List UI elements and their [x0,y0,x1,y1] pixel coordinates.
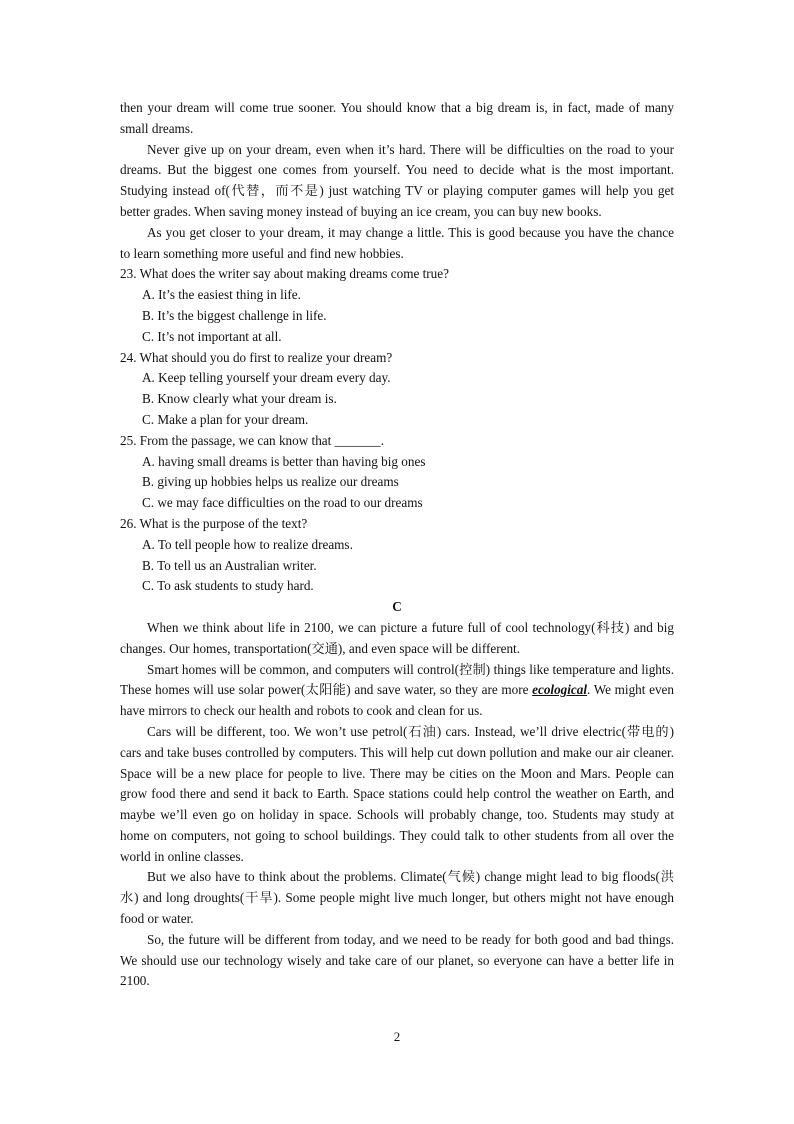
section-c-paragraph-2 [120,660,674,722]
option-c: C. Make a plan for your dream. [142,411,309,427]
option-b: B. Know clearly what your dream is. [142,391,337,407]
page-content [120,98,674,992]
passage-b-paragraph-2: As you get closer to your dream, it may change a little. This is good because you have the chance to learn something more useful and find new hobbies. [120,224,674,261]
question-23 [120,264,674,347]
option-a: A. It’s the easiest thing in life. [142,287,301,303]
emphasized-word: ecological [532,682,588,698]
option-c: C. To ask students to study hard. [142,578,314,594]
option-a: A. To tell people how to realize dreams. [142,536,353,552]
question-stem: 25. From the passage, we can know that _______. [120,432,385,448]
section-c-heading: C [392,599,402,615]
option-c: C. It’s not important at all. [142,328,282,344]
question-24 [120,348,674,431]
option-c: C. we may face difficulties on the road to our dreams [142,495,423,511]
option-a: A. Keep telling yourself your dream every day. [142,370,391,386]
option-b: B. To tell us an Australian writer. [142,557,317,573]
paragraph-text-before: Smart homes will be common, and computers will control(控制) things like temperature and lights. These homes will use solar power(太阳能) and save water, so they are more [120,661,674,698]
option-b: B. It’s the biggest challenge in life. [142,307,327,323]
question-26 [120,514,674,597]
question-stem: 26. What is the purpose of the text? [120,515,308,531]
section-c-paragraph-5: So, the future will be different from today, and we need to be ready for both good and bad things. We should use our technology wisely and take care of our planet, so everyone can have a better life in 2100. [120,931,674,989]
option-a: A. having small dreams is better than having big ones [142,453,426,469]
passage-b-paragraph-0: then your dream will come true sooner. You should know that a big dream is, in fact, made of many small dreams. [120,100,674,136]
section-c-paragraph-3: Cars will be different, too. We won’t use petrol(石油) cars. Instead, we’ll drive electric(带电的) cars and take buses controlled by computers. This will help cut down pollution and make our air cleaner. Space will be a new place for people to live. There may be cities on the Moon and Mars. People can grow food there and send it back to Earth. Space stations could help control the weather on Earth, and maybe we’ll even go on holiday in space. Schools will probably change, too. Students may study at home on computers, not going to school buildings. They could talk to other students from all over the world in online classes. [120,723,674,864]
passage-b-paragraph-1: Never give up on your dream, even when it’s hard. There will be difficulties on the road to your dreams. But the biggest one comes from yourself. You need to decide what is the most important. Studying instead of(代替，而不是) just watching TV or playing computer games will help you get better grades. When saving money instead of buying an ice cream, you can buy new books. [120,141,674,219]
section-c-paragraph-1: When we think about life in 2100, we can picture a future full of cool technology(科技) and big changes. Our homes, transportation(交通), and even space will be different. [120,619,674,656]
option-b: B. giving up hobbies helps us realize our dreams [142,474,399,490]
question-stem: 24. What should you do first to realize your dream? [120,349,393,365]
page-number: 2 [393,1029,401,1044]
question-stem: 23. What does the writer say about making dreams come true? [120,266,449,282]
question-25 [120,431,674,514]
section-c-paragraph-4: But we also have to think about the problems. Climate(气候) change might lead to big floods(洪水) and long droughts(干旱). Some people might live much longer, but others might not have enough food or water. [120,869,674,927]
paragraph-text-after: . We might even have mirrors to check our health and robots to cook and clean for us. [120,682,674,719]
